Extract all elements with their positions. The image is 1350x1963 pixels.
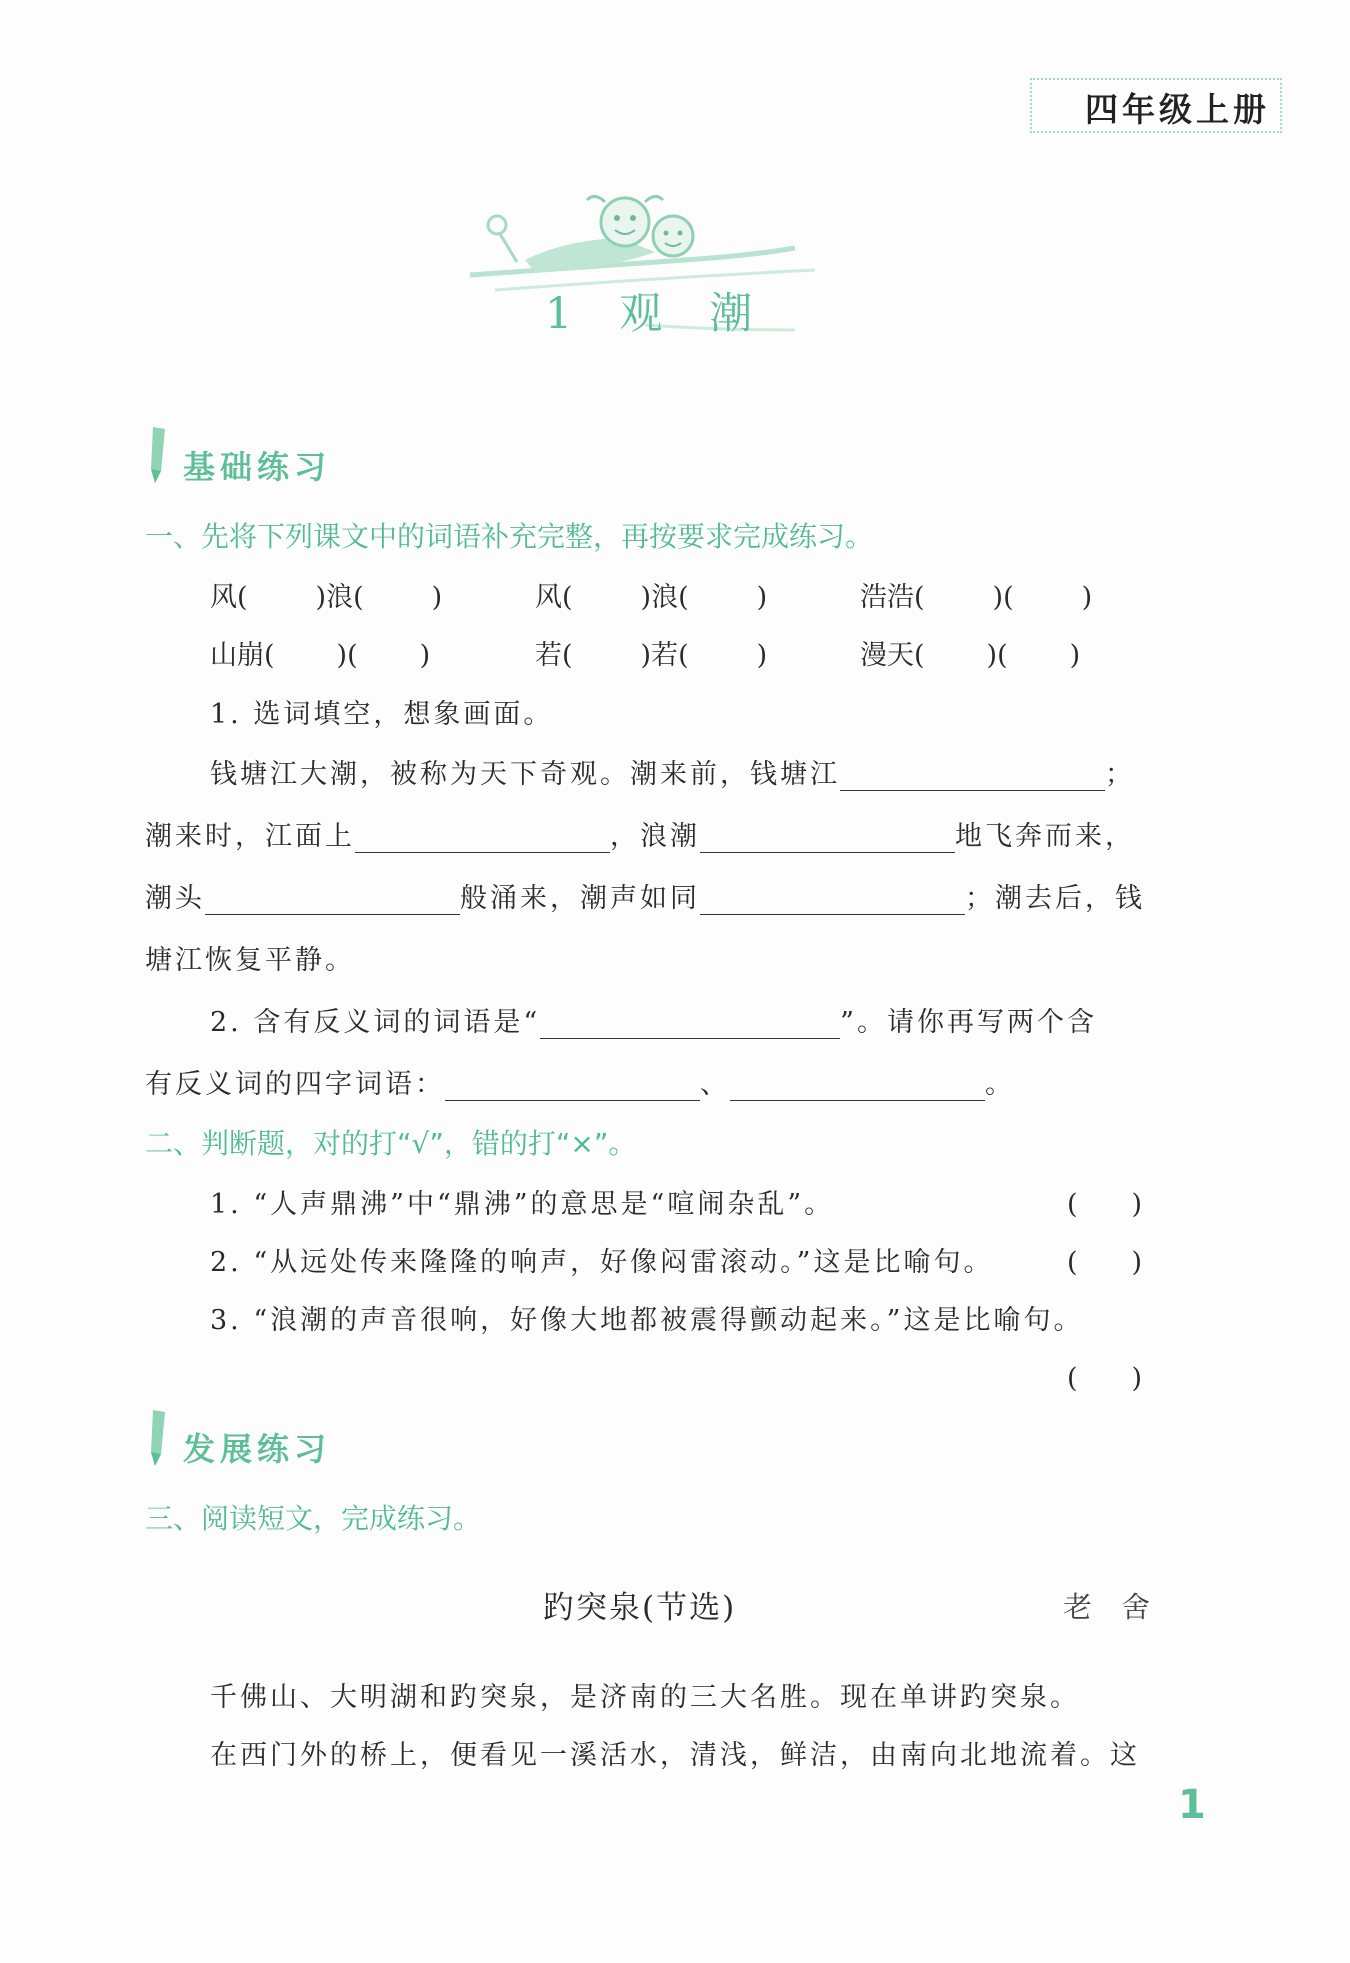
subquestion-1-label: 1. 选词填空，想象画面。: [210, 699, 554, 730]
word-fill-2b: 若( )若( ): [535, 640, 768, 671]
reading-title: 趵突泉(节选): [543, 1590, 737, 1626]
fill-paragraph-line-1: 钱塘江大潮，被称为天下奇观。潮来前，钱塘江 ；: [210, 759, 1135, 790]
judge-answer-2: ( ): [1067, 1247, 1143, 1278]
section-development-practice: 发展练习: [183, 1430, 332, 1468]
page-number: 1: [1178, 1782, 1206, 1828]
subquestion-2-line-1: 2. 含有反义词的词语是“ ”。请你再写两个含: [210, 1007, 1097, 1038]
fill-paragraph-line-3: 潮头 般涌来，潮声如同 ；潮去后，钱: [145, 883, 1145, 914]
word-fill-1b: 风( )浪( ): [535, 582, 768, 613]
pencil-icon: [145, 1408, 171, 1468]
question-2-heading: 二、判断题，对的打“√”，错的打“×”。: [145, 1127, 637, 1160]
section-basic-practice: 基础练习: [183, 448, 332, 486]
reading-author: 老 舍: [1063, 1590, 1151, 1624]
question-1-heading: 一、先将下列课文中的词语补充完整，再按要求完成练习。: [145, 520, 874, 553]
judge-item-2: 2. “从远处传来隆隆的响声，好像闷雷滚动。”这是比喻句。: [210, 1247, 994, 1278]
word-fill-2a: 山崩( )( ): [210, 640, 431, 671]
word-fill-1a: 风( )浪( ): [210, 582, 443, 613]
word-fill-2c: 漫天( )( ): [860, 640, 1081, 671]
pencil-icon: [145, 425, 171, 485]
fill-paragraph-line-2: 潮来时，江面上 ，浪潮 地飞奔而来，: [145, 821, 1135, 852]
reading-line-1: 千佛山、大明湖和趵突泉，是济南的三大名胜。现在单讲趵突泉。: [210, 1682, 1080, 1713]
fill-paragraph-line-4: 塘江恢复平静。: [145, 945, 355, 976]
judge-item-1: 1. “人声鼎沸”中“鼎沸”的意思是“喧闹杂乱”。: [210, 1189, 835, 1220]
lesson-title: 1 观 潮: [545, 289, 755, 339]
question-3-heading: 三、阅读短文，完成练习。: [145, 1502, 482, 1535]
subquestion-2-line-2: 有反义词的四字词语： 、 。: [145, 1069, 1015, 1100]
judge-answer-1: ( ): [1067, 1189, 1143, 1220]
judge-item-3: 3. “浪潮的声音很响，好像大地都被震得颤动起来。”这是比喻句。: [210, 1305, 1084, 1336]
judge-answer-3: ( ): [1067, 1363, 1143, 1394]
reading-line-2: 在西门外的桥上，便看见一溪活水，清浅，鲜洁，由南向北地流着。这: [210, 1740, 1140, 1771]
word-fill-1c: 浩浩( )( ): [860, 582, 1093, 613]
grade-label: 四年级上册: [1085, 90, 1270, 129]
